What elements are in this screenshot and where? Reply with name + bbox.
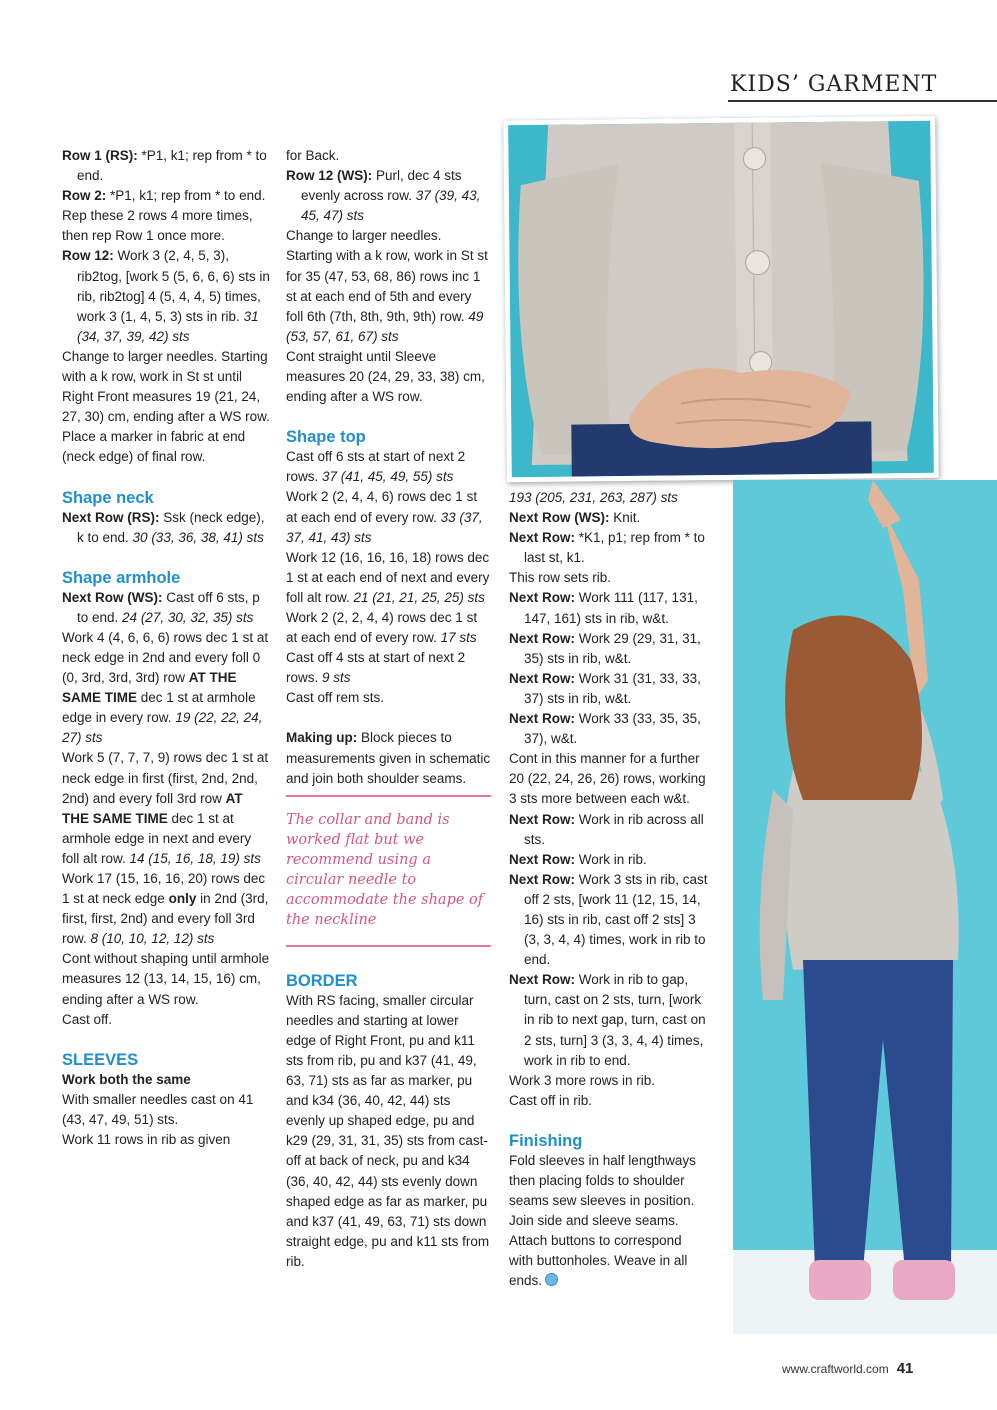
paragraph: Work 3 more rows in rib.: [509, 1072, 656, 1088]
next-row-instruction: Next Row (WS): Knit.: [509, 510, 641, 526]
heading-border: BORDER: [286, 971, 358, 990]
column-3: [509, 488, 709, 1292]
row12-instruction: Row 12: Work 3 (2, 4, 5, 3), rib2tog, [work 5 (5, 6, 6, 6) sts in rib, rib2tog] 4 (5, 4, 4, 5) times, work 3 (1, 4, 5, 3) sts in rib. 31 (34, 37, 39, 42) sts: [62, 248, 270, 344]
heading-finishing: Finishing: [509, 1131, 583, 1150]
section-tag: [728, 70, 997, 102]
paragraph: Rep these 2 rows 4 more times, then rep Row 1 once more.: [62, 208, 253, 244]
paragraph: Cont straight until Sleeve measures 20 (24, 29, 33, 38) cm, ending after a WS row.: [286, 348, 485, 405]
paragraph: Work 5 (7, 7, 7, 9) rows dec 1 st at neck edge in first (first, 2nd, 2nd, 2nd) and every foll 3rd row AT THE SAME TIME dec 1 st at armhole edge in next and every foll alt row. 14 (15, 16, 18, 19) sts: [62, 750, 269, 866]
paragraph: With smaller needles cast on 41 (43, 47, 49, 51) sts.: [62, 1091, 254, 1127]
row1-instruction: Row 1 (RS): *P1, k1; rep from * to end.: [62, 148, 267, 184]
sleeves-subheading: Work both the same: [62, 1071, 191, 1087]
paragraph: Work 2 (2, 4, 4, 6) rows dec 1 st at each end of every row. 33 (37, 37, 41, 43) sts: [286, 489, 483, 545]
page-number: 41: [896, 1360, 914, 1377]
heading-shape-armhole: Shape armhole: [62, 568, 181, 587]
yarn-ball-icon: [545, 1273, 558, 1286]
paragraph: Cont in this manner for a further 20 (22, 24, 26, 26) rows, working 3 sts more between each w&t.: [509, 751, 706, 807]
pull-quote: The collar and band is worked flat but we recommend using a circular needle to accommodate the shape of the neckline: [286, 795, 491, 947]
stitch-total: 193 (205, 231, 263, 287) sts: [509, 490, 678, 505]
paragraph: Work 11 rows in rib as given: [62, 1132, 231, 1148]
paragraph: With RS facing, smaller circular needles and starting at lower edge of Right Front, pu and k11 sts from rib, pu and k37 (41, 49, 63, 71) sts as far as marker, pu and k34 (36, 40, 42, 44) sts evenly up shaped edge, pu and k29 (29, 31, 31, 35) sts from cast-off at back of neck, pu and k34 (36, 40, 42, 44) sts evenly down shaped edge as far as marker, pu and k37 (41, 49, 63, 71) sts down straight edge, pu and k11 sts from rib.: [286, 992, 490, 1269]
next-row-instruction: Next Row: Work 33 (33, 35, 35, 37), w&t.: [509, 711, 701, 747]
next-row-instruction: Next Row: Work 31 (31, 33, 33, 37) sts in rib, w&t.: [509, 670, 701, 706]
armhole-instruction: Next Row (WS): Cast off 6 sts, p to end. 24 (27, 30, 32, 35) sts: [62, 589, 260, 625]
paragraph: This row sets rib.: [509, 570, 612, 586]
next-row-instruction: Next Row: *K1, p1; rep from * to last st, k1.: [509, 530, 705, 566]
paragraph: Work 12 (16, 16, 16, 18) rows dec 1 st at each end of next and every foll alt row. 21 (21, 21, 25, 25) sts: [286, 549, 490, 605]
heading-sleeves: SLEEVES: [62, 1050, 139, 1069]
paragraph: Work 4 (4, 6, 6, 6) rows dec 1 st at neck edge in 2nd and every foll 0 (0, 3rd, 3rd, 3rd) row AT THE SAME TIME dec 1 st at armhole edge in every row. 19 (22, 22, 24, 27) sts: [62, 629, 269, 746]
next-row-instruction: Next Row: Work in rib to gap, turn, cast on 2 sts, turn, [work in rib to next gap, turn, cast on 2 sts, turn] 3 (3, 3, 4, 4) times, work in rib to end.: [509, 972, 706, 1068]
neck-instruction: Next Row (RS): Ssk (neck edge), k to end. 30 (33, 36, 38, 41) sts: [62, 509, 265, 545]
next-row-instruction: Next Row: Work in rib across all sts.: [509, 811, 704, 847]
paragraph: Work 2 (2, 2, 4, 4) rows dec 1 st at each end of every row. 17 sts: [286, 609, 478, 646]
column-2: [286, 146, 491, 1272]
heading-shape-top: Shape top: [286, 428, 366, 447]
page-footer: [782, 1360, 913, 1377]
footer-url: www.craftworld.com: [782, 1362, 889, 1376]
girl-reaching-illustration: [733, 480, 997, 1334]
next-row-instruction: Next Row: Work 3 sts in rib, cast off 2 sts, [work 11 (12, 15, 14, 16) sts in rib, cast off 2 sts] 3 (3, 3, 4, 4) times, work in rib to end.: [509, 871, 708, 968]
next-row-instruction: Next Row: Work 111 (117, 131, 147, 161) sts in rib, w&t.: [509, 590, 698, 626]
making-up-paragraph: Making up: Block pieces to measurements given in schematic and join both shoulder seams.: [286, 730, 491, 786]
row2-instruction: Row 2: *P1, k1; rep from * to end.: [62, 188, 266, 204]
girl-reaching-photo: [733, 480, 997, 1334]
column-1: [62, 146, 270, 1150]
cardigan-closeup-photo: [503, 116, 939, 483]
paragraph: Cast off.: [62, 1011, 113, 1027]
next-row-instruction: Next Row: Work in rib.: [509, 851, 647, 867]
paragraph: Fold sleeves in half lengthways then placing folds to shoulder seams sew sleeves in position. Join side and sleeve seams. Attach buttons to correspond with buttonholes. Weave in all ends.: [509, 1152, 696, 1289]
paragraph: Cast off in rib.: [509, 1092, 593, 1108]
row12-ws-instruction: Row 12 (WS): Purl, dec 4 sts evenly across row. 37 (39, 43, 45, 47) sts: [286, 168, 481, 224]
cardigan-closeup-illustration: [508, 121, 934, 477]
paragraph: for Back.: [286, 148, 340, 163]
paragraph: Change to larger needles. Starting with a k row, work in St st until Right Front measures 19 (21, 24, 27, 30) cm, ending after a WS row. Place a marker in fabric at end (neck edge) of final row.: [62, 348, 270, 465]
paragraph: Cast off rem sts.: [286, 690, 385, 706]
next-row-instruction: Next Row: Work 29 (29, 31, 31, 35) sts in rib, w&t.: [509, 630, 701, 666]
heading-shape-neck: Shape neck: [62, 488, 154, 507]
paragraph: Cont without shaping until armhole measures 12 (13, 14, 15, 16) cm, ending after a WS row.: [62, 951, 270, 1007]
paragraph: Change to larger needles. Starting with a k row, work in St st for 35 (47, 53, 68, 86) rows inc 1 st at each end of 5th and every foll 6th (7th, 8th, 9th, 9th) row. 49 (53, 57, 61, 67) sts: [286, 228, 488, 344]
section-title: KIDS’ GARMENT: [730, 72, 938, 97]
paragraph: Cast off 6 sts at start of next 2 rows. 37 (41, 45, 49, 55) sts: [286, 449, 466, 485]
paragraph: Work 17 (15, 16, 16, 20) rows dec 1 st at neck edge only in 2nd (3rd, first, first, 2nd) and every foll 3rd row. 8 (10, 10, 12, 12) sts: [62, 871, 269, 947]
paragraph: Cast off 4 sts at start of next 2 rows. 9 sts: [286, 650, 466, 686]
